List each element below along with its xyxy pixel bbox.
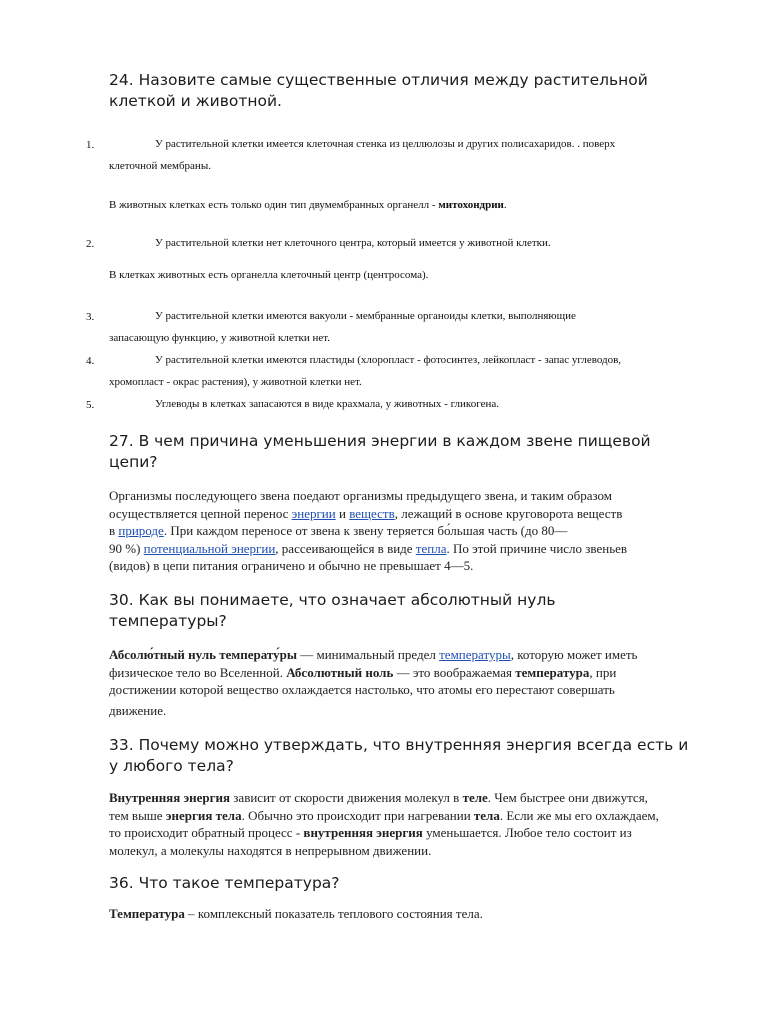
list-item-5 xyxy=(109,393,709,415)
answer-line xyxy=(109,522,704,540)
answer-line: молекул, а молекулы находятся в непрерывном движении. xyxy=(109,842,432,858)
text: , которую может иметь xyxy=(510,647,638,662)
heading-line: 30. Как вы понимаете, что означает абсолютный нуль xyxy=(109,591,556,609)
note-bold: митохондрии xyxy=(438,199,504,211)
text: — это воображаемая xyxy=(393,664,516,680)
list-item-text: У растительной клетки имеются вакуоли - мембранные органоиды клетки, выполняющие xyxy=(155,310,576,322)
question-33-heading xyxy=(109,735,719,777)
term-bold: Абсолютный ноль xyxy=(286,664,394,680)
text: . По этой причине число звеньев xyxy=(446,540,628,556)
heading-line: 27. В чем причина уменьшения энергии в каждом звене пищевой xyxy=(109,432,651,450)
list-item-text: У растительной клетки имеется клеточная стенка из целлюлозы и других полисахаридов. . поверх xyxy=(155,138,616,150)
answer-line xyxy=(109,664,704,682)
list-item-text: запасающую функцию, у животной клетки нет. xyxy=(109,332,331,344)
answer-line xyxy=(109,505,704,523)
term-bold: Температура xyxy=(109,906,185,921)
list-item-3 xyxy=(109,305,709,349)
list-number: 2. xyxy=(86,238,95,250)
list-item-2 xyxy=(109,232,709,254)
animal-cell-note: В клетках животных есть органелла клеточный центр (центросома). xyxy=(109,269,429,281)
text: осуществляется цепной перенос xyxy=(109,505,292,521)
list-item-text: хромопласт - окрас растения), у животной клетки нет. xyxy=(109,376,362,388)
question-36-heading xyxy=(109,873,719,894)
heading-line: у любого тела? xyxy=(109,757,234,775)
question-27-heading xyxy=(109,431,719,473)
heading-line: 36. Что такое температура? xyxy=(109,874,340,892)
text: . Чем быстрее они движутся, xyxy=(487,790,648,805)
animal-cell-note xyxy=(109,194,709,216)
heading-line: 33. Почему можно утверждать, что внутренняя энергия всегда есть и xyxy=(109,736,689,754)
answer-line: (видов) в цепи питания ограничено и обычно не превышает 4—5. xyxy=(109,558,474,573)
term-bold: температура xyxy=(515,664,590,680)
term-bold: энергия тела xyxy=(165,807,242,823)
text: . Если же мы его охлаждаем, xyxy=(499,807,659,823)
answer-line xyxy=(109,789,704,807)
answer-line xyxy=(109,646,704,664)
text: , рассеивающейся в виде xyxy=(275,540,416,556)
text: . При каждом переносе от звена к звену теряется бо́льшая часть (до 80— xyxy=(163,523,568,538)
question-24-heading xyxy=(109,70,719,112)
answer-line xyxy=(109,905,704,923)
text: 90 %) xyxy=(109,540,144,556)
note-text: . xyxy=(503,199,507,211)
answer-line xyxy=(109,807,704,825)
text: зависит от скорости движения молекул в xyxy=(230,790,463,805)
nature-link[interactable]: природе xyxy=(118,523,164,538)
list-number: 5. xyxy=(86,399,95,411)
text: уменьшается. Любое тело состоит из xyxy=(422,825,632,840)
text: — минимальный предел xyxy=(297,647,440,662)
heat-link[interactable]: тепла xyxy=(415,540,447,556)
list-number: 1. xyxy=(86,139,95,151)
text: физическое тело во Вселенной. xyxy=(109,664,287,680)
answer-line xyxy=(109,540,704,558)
answer-line: достижении которой вещество охлаждается настолько, что атомы его перестают совершать xyxy=(109,682,615,697)
text: то происходит обратный процесс - xyxy=(109,825,304,840)
list-number: 3. xyxy=(86,311,95,323)
list-item-1 xyxy=(109,133,709,177)
text: . Обычно это происходит при нагревании xyxy=(241,807,474,823)
term-bold: внутренняя энергия xyxy=(303,825,423,840)
heading-line: температуры? xyxy=(109,612,227,630)
list-number: 4. xyxy=(86,355,95,367)
term-bold: теле xyxy=(462,790,488,805)
term-bold: тела xyxy=(473,807,500,823)
list-item-4 xyxy=(109,349,709,393)
text: в xyxy=(109,523,119,538)
temperature-link[interactable]: температуры xyxy=(439,647,511,662)
text: , лежащий в основе круговорота веществ xyxy=(394,505,623,521)
text: и xyxy=(335,505,350,521)
energy-link[interactable]: энергии xyxy=(291,505,336,521)
heading-line: клеткой и животной. xyxy=(109,92,282,110)
text: – комплексный показатель теплового состояния тела. xyxy=(184,906,483,921)
answer-line: Организмы последующего звена поедают организмы предыдущего звена, и таким образом xyxy=(109,488,613,503)
text: , при xyxy=(589,664,617,680)
substances-link[interactable]: веществ xyxy=(349,505,395,521)
note-text: В животных клетках есть только один тип двумембранных органелл - xyxy=(109,199,439,211)
answer-line: движение. xyxy=(109,702,167,718)
potential-energy-link[interactable]: потенциальной энергии xyxy=(143,540,276,556)
answer-line xyxy=(109,824,704,842)
list-item-text: У растительной клетки нет клеточного центра, который имеется у животной клетки. xyxy=(155,237,551,249)
term-bold: Внутренняя энергия xyxy=(109,790,231,805)
text: тем выше xyxy=(109,807,166,823)
answer-33 xyxy=(109,789,704,859)
answer-30 xyxy=(109,646,704,719)
answer-36 xyxy=(109,905,704,923)
list-item-text: У растительной клетки имеются пластиды (хлоропласт - фотосинтез, лейкопласт - запас углеводов, xyxy=(155,354,622,366)
question-30-heading xyxy=(109,590,719,632)
heading-line: 24. Назовите самые существенные отличия между растительной xyxy=(109,71,648,89)
list-item-text: Углеводы в клетках запасаются в виде крахмала, у животных - гликогена. xyxy=(155,398,499,410)
list-item-text: клеточной мембраны. xyxy=(109,160,211,172)
term-bold: Абсолю́тный нуль температу́ры xyxy=(109,647,297,662)
heading-line: цепи? xyxy=(109,453,158,471)
answer-27 xyxy=(109,487,704,575)
